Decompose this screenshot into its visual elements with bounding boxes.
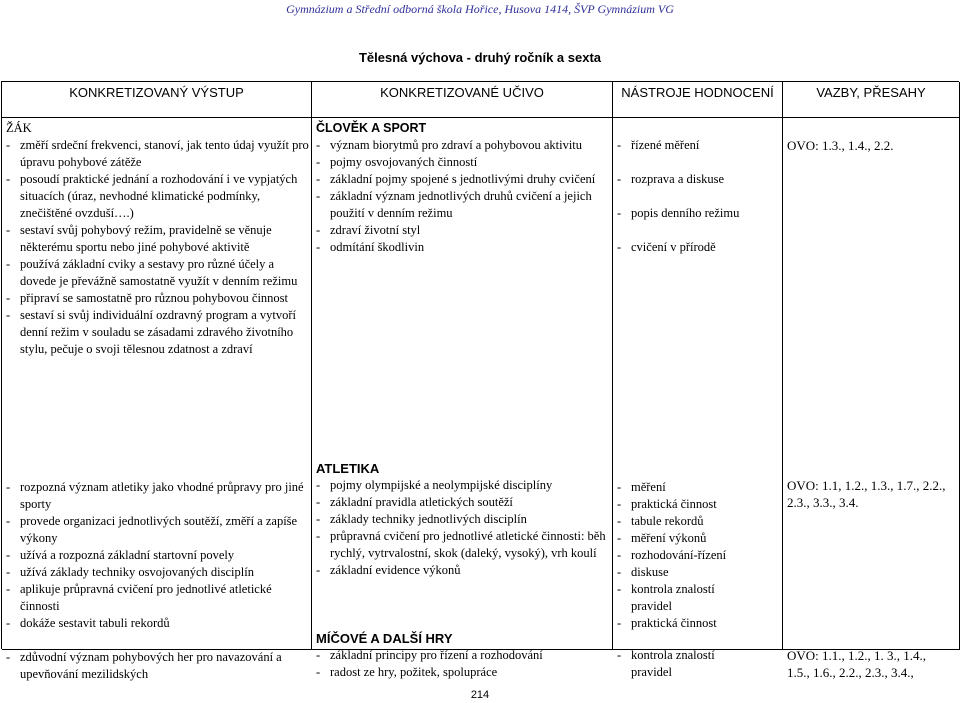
vazby-atletika: OVO: 1.1, 1.2., 1.3., 1.7., 2.2., 2.3., 3.3., 3.4. [787, 478, 946, 510]
list-item: - používá základní cviky a sestavy pro různé účely a dovede je převážně samostatně využít v denním režimu [6, 257, 298, 288]
nastroje-cell [613, 118, 783, 679]
list-item: - kontrola znalostí pravidel [617, 648, 715, 679]
nastroje-group-atletika [613, 479, 782, 632]
list-item: - radost ze hry, požitek, spolupráce [316, 665, 498, 679]
list-item: - posoudí praktické jednání a rozhodování i ve vypjatých situacích (úraz, nevhodné klimatické podmínky, znečištěné ovzduší….) [6, 172, 298, 220]
list-item: - praktická činnost [617, 497, 717, 511]
ucivo-group-atletika [312, 460, 612, 579]
list-item: - rozhodování-řízení [617, 548, 727, 562]
header-vazby: VAZBY, PŘESAHY [783, 82, 960, 118]
section-heading: ATLETIKA [316, 461, 380, 476]
list-item: - základní význam jednotlivých druhů cvičení a jejich použití v denním režimu [316, 189, 592, 220]
list-item: - změří srdeční frekvenci, stanoví, jak tento údaj využít pro úpravu pohybové zátěže [6, 138, 309, 169]
header-nastroje: NÁSTROJE HODNOCENÍ [613, 82, 783, 118]
document-title: Tělesná výchova - druhý ročník a sexta [358, 50, 602, 65]
list-item: - cvičení v přírodě [617, 240, 716, 254]
list-item: - sestaví si svůj individuální ozdravný program a vytvoří denní režim v souladu se zásadami zdravého životního stylu, pečuje o svoji tělesnou zdatnost a zdraví [6, 308, 296, 356]
page-header: Gymnázium a Střední odborná škola Hořice, Husova 1414, ŠVP Gymnázium VG [286, 2, 674, 16]
list-item: - sestaví svůj pohybový režim, pravidelně se věnuje některému sportu nebo jiné pohybové aktivitě [6, 223, 272, 254]
vystup-cell [2, 118, 312, 681]
list-item: - základní principy pro řízení a rozhodování [316, 648, 543, 662]
list-item: - užívá a rozpozná základní startovní povely [6, 548, 235, 562]
list-item: - pojmy olympijské a neolympijské disciplíny [316, 478, 553, 492]
list-item: - základní pojmy spojené s jednotlivými druhy cvičení [316, 172, 596, 186]
list-item: - diskuse [617, 565, 669, 579]
list-item: - měření výkonů [617, 531, 707, 545]
vazby-cell [783, 118, 960, 680]
nastroje-group-clovek [613, 137, 782, 256]
vystup-group-clovek [2, 120, 311, 358]
nastroje-group-hry [613, 647, 782, 681]
list-item: - zdůvodní význam pohybových her pro navazování a upevňování mezilidských [6, 650, 282, 681]
page-number: 214 [470, 689, 490, 701]
list-item: - pojmy osvojovaných činností [316, 155, 478, 169]
list-item: - rozpozná význam atletiky jako vhodné průpravy pro jiné sporty [6, 480, 304, 511]
list-item: - připraví se samostatně pro různou pohybovou činnost [6, 291, 289, 305]
list-item: - dokáže sestavit tabuli rekordů [6, 616, 170, 630]
list-item: - aplikuje průpravná cvičení pro jednotlivé atletické činnosti [6, 582, 272, 613]
list-item: - měření [617, 480, 666, 494]
header-vystup: KONKRETIZOVANÝ VÝSTUP [2, 82, 312, 118]
vystup-group-hry [2, 649, 311, 683]
vazby-hry: OVO: 1.1., 1.2., 1. 3., 1.4., 1.5., 1.6., 2.2., 2.3., 3.4., [787, 648, 927, 680]
list-item: - kontrola znalostí pravidel [617, 582, 715, 613]
vystup-group-atletika [2, 479, 311, 632]
vazby-clovek: OVO: 1.3., 1.4., 2.2. [787, 138, 894, 153]
list-item: - význam biorytmů pro zdraví a pohybovou aktivitu [316, 138, 583, 152]
list-item: - provede organizaci jednotlivých soutěží, změří a zapíše výkony [6, 514, 298, 545]
list-item: - užívá základy techniky osvojovaných disciplín [6, 565, 254, 579]
list-item: - základní pravidla atletických soutěží [316, 495, 513, 509]
header-ucivo: KONKRETIZOVANÉ UČIVO [312, 82, 613, 118]
list-item: - základní evidence výkonů [316, 563, 461, 577]
section-heading: MÍČOVÉ A DALŠÍ HRY [316, 631, 453, 646]
curriculum-table [1, 81, 959, 681]
zak-label: ŽÁK [6, 121, 32, 135]
ucivo-cell [312, 118, 613, 679]
list-item: - zdraví životní styl [316, 223, 421, 237]
list-item: - rozprava a diskuse [617, 172, 725, 186]
ucivo-group-clovek [312, 120, 612, 256]
list-item: - průpravná cvičení pro jednotlivé atletické činnosti: běh rychlý, vytrvalostní, skok (daleký, vysoký), vrh koulí [316, 529, 606, 560]
section-heading: ČLOVĚK A SPORT [316, 121, 427, 135]
ucivo-group-hry [312, 630, 612, 681]
list-item: - řízené měření [617, 138, 700, 152]
list-item: - odmítání škodlivin [316, 240, 425, 254]
list-item: - praktická činnost [617, 616, 717, 630]
list-item: - popis denního režimu [617, 206, 740, 220]
list-item: - tabule rekordů [617, 514, 704, 528]
list-item: - základy techniky jednotlivých disciplín [316, 512, 527, 526]
